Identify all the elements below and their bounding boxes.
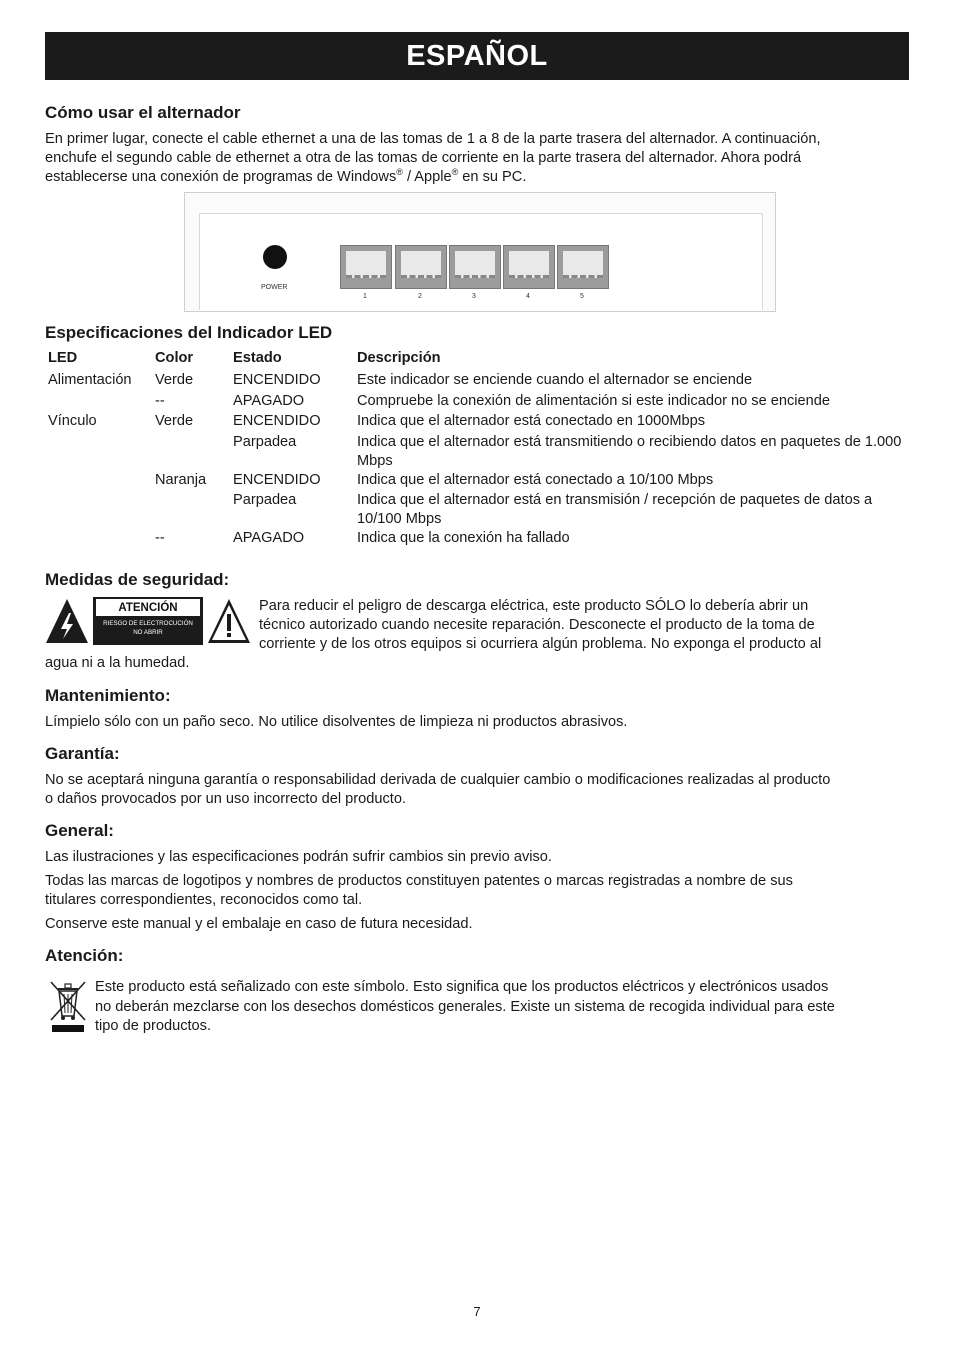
table-row — [45, 471, 909, 492]
cell-led — [45, 529, 152, 550]
usage-line-3 — [45, 168, 526, 188]
electric-shock-warning-label — [45, 597, 251, 645]
attention-line-2: no deberán mezclarse con los desechos domésticos generales. Existe un sistema de recogida individual para este — [95, 999, 835, 1015]
cell-description: Indica que el alternador está conectado a 10/100 Mbps — [357, 471, 714, 488]
cell-color: Verde — [155, 413, 194, 429]
port-number: 5 — [580, 293, 584, 300]
usage-line-3b: / Apple — [402, 169, 452, 185]
ethernet-port-icon — [503, 245, 555, 289]
ethernet-port-icon — [449, 245, 501, 289]
cell-color: Naranja — [155, 471, 207, 488]
cell-led — [45, 491, 152, 529]
atencion-label — [93, 597, 203, 645]
lightning-warning-icon — [45, 597, 89, 645]
atencion-title: ATENCIÓN — [95, 598, 201, 617]
table-row — [45, 392, 909, 413]
atencion-sub-line-1: RIESGO DE ELECTROCUCIÓN — [103, 620, 193, 627]
usage-heading: Cómo usar el alternador — [45, 103, 241, 122]
led-heading: Especificaciones del Indicador LED — [45, 323, 333, 342]
safety-line-4: agua ni a la humedad. — [45, 655, 190, 671]
usage-line-3c: en su PC. — [458, 169, 527, 185]
maintenance-text: Límpielo sólo con un paño seco. No utilice disolventes de limpieza ni productos abrasivos. — [45, 714, 628, 730]
safety-heading: Medidas de seguridad: — [45, 570, 230, 589]
cell-state: ENCENDIDO — [233, 413, 321, 429]
general-paragraph-1: Las ilustraciones y las especificaciones podrán sufrir cambios sin previo aviso. — [45, 849, 552, 865]
cell-state: APAGADO — [233, 392, 305, 409]
column-header-state: Estado — [233, 350, 282, 366]
usage-line-2: enchufe el segundo cable de ethernet a otra de las tomas de corriente en la parte trasera del alternador. Ahora podrá — [45, 150, 802, 166]
power-label: POWER — [261, 284, 288, 291]
cell-led — [45, 433, 152, 471]
cell-color: -- — [155, 392, 165, 409]
cell-description: Indica que la conexión ha fallado — [357, 530, 570, 546]
cell-description: Indica que el alternador está transmitiendo o recibiendo datos en paquetes de 1.000 Mbps — [357, 433, 902, 469]
safety-line-2: técnico autorizado cuando necesite reparación. Desconecte el producto de la toma de — [259, 617, 815, 633]
table-row — [45, 371, 909, 392]
exclamation-warning-icon — [207, 597, 251, 645]
weee-crossed-bin-icon — [48, 978, 88, 1034]
safety-line-1: Para reducir el peligro de descarga eléctrica, este producto SÓLO lo debería abrir un — [259, 598, 809, 614]
page-title-banner — [45, 32, 909, 80]
power-button-icon — [263, 245, 287, 269]
cell-state: ENCENDIDO — [233, 471, 321, 488]
attention-line-1: Este producto está señalizado con este símbolo. Esto significa que los productos eléctricos y electrónicos usados — [95, 979, 829, 995]
cell-led — [45, 392, 152, 413]
column-header-description: Descripción — [357, 350, 441, 366]
general-paragraph-2-line-1: Todas las marcas de logotipos y nombres de productos constituyen patentes o marcas registradas a nombre de sus — [45, 873, 793, 889]
cell-description: Indica que el alternador está en transmisión / recepción de paquetes de datos a 10/100 Mbps — [357, 492, 873, 527]
table-row — [45, 412, 909, 433]
registered-mark: ® — [396, 167, 403, 178]
usage-line-3a: establecerse una conexión de programas de Windows — [45, 169, 397, 185]
cell-led — [45, 471, 152, 492]
cell-description: Este indicador se enciende cuando el alternador se enciende — [357, 372, 753, 388]
warranty-heading: Garantía: — [45, 744, 120, 763]
column-header-color: Color — [155, 350, 194, 366]
ethernet-port-icon — [557, 245, 609, 289]
cell-description: Indica que el alternador está conectado en 1000Mbps — [357, 413, 706, 429]
switch-rear-panel-figure — [184, 192, 776, 312]
port-number: 3 — [472, 293, 476, 300]
port-number: 2 — [418, 293, 422, 300]
general-heading: General: — [45, 821, 114, 840]
page-title: ESPAÑOL — [406, 39, 548, 72]
ethernet-port-icon — [340, 245, 392, 289]
general-paragraph-2-line-2: titulares correspondientes, reconocidos como tal. — [45, 892, 363, 908]
cell-state: Parpadea — [233, 492, 297, 508]
cell-state: ENCENDIDO — [233, 372, 321, 388]
registered-mark: ® — [451, 167, 459, 178]
atencion-subtitle — [93, 619, 203, 637]
page-number: 7 — [473, 1304, 481, 1319]
maintenance-heading: Mantenimiento: — [45, 686, 171, 705]
port-number: 4 — [526, 293, 530, 300]
cell-color — [152, 491, 230, 529]
cell-led: Vínculo — [48, 413, 97, 429]
general-paragraph-3: Conserve este manual y el embalaje en caso de futura necesidad. — [45, 916, 473, 932]
attention-heading: Atención: — [45, 946, 124, 965]
port-number: 1 — [363, 293, 367, 300]
column-header-led: LED — [48, 350, 78, 366]
cell-color — [152, 433, 230, 471]
safety-line-3: corriente y de los otros equipos si ocurriera algún problema. No exponga el producto al — [259, 636, 822, 652]
table-header-row — [45, 350, 909, 371]
ethernet-port-icon — [395, 245, 447, 289]
usage-line-1: En primer lugar, conecte el cable ethernet a una de las tomas de 1 a 8 de la parte trasera del alternador. A continuación, — [45, 131, 821, 147]
table-row — [45, 433, 909, 471]
table-row — [45, 529, 909, 550]
cell-color: Verde — [155, 372, 194, 388]
table-row — [45, 491, 909, 529]
cell-description: Compruebe la conexión de alimentación si este indicador no se enciende — [357, 392, 830, 409]
cell-state: APAGADO — [233, 530, 305, 546]
warranty-line-2: o daños provocados por un uso incorrecto del producto. — [45, 791, 407, 807]
warranty-line-1: No se aceptará ninguna garantía o responsabilidad derivada de cualquier cambio o modificaciones realizadas al producto — [45, 772, 831, 788]
cell-color: -- — [155, 530, 165, 546]
cell-led: Alimentación — [48, 372, 132, 388]
cell-state: Parpadea — [233, 433, 297, 450]
atencion-sub-line-2: NO ABRIR — [133, 629, 163, 636]
attention-line-3: tipo de productos. — [95, 1018, 212, 1034]
led-spec-table — [45, 350, 909, 550]
